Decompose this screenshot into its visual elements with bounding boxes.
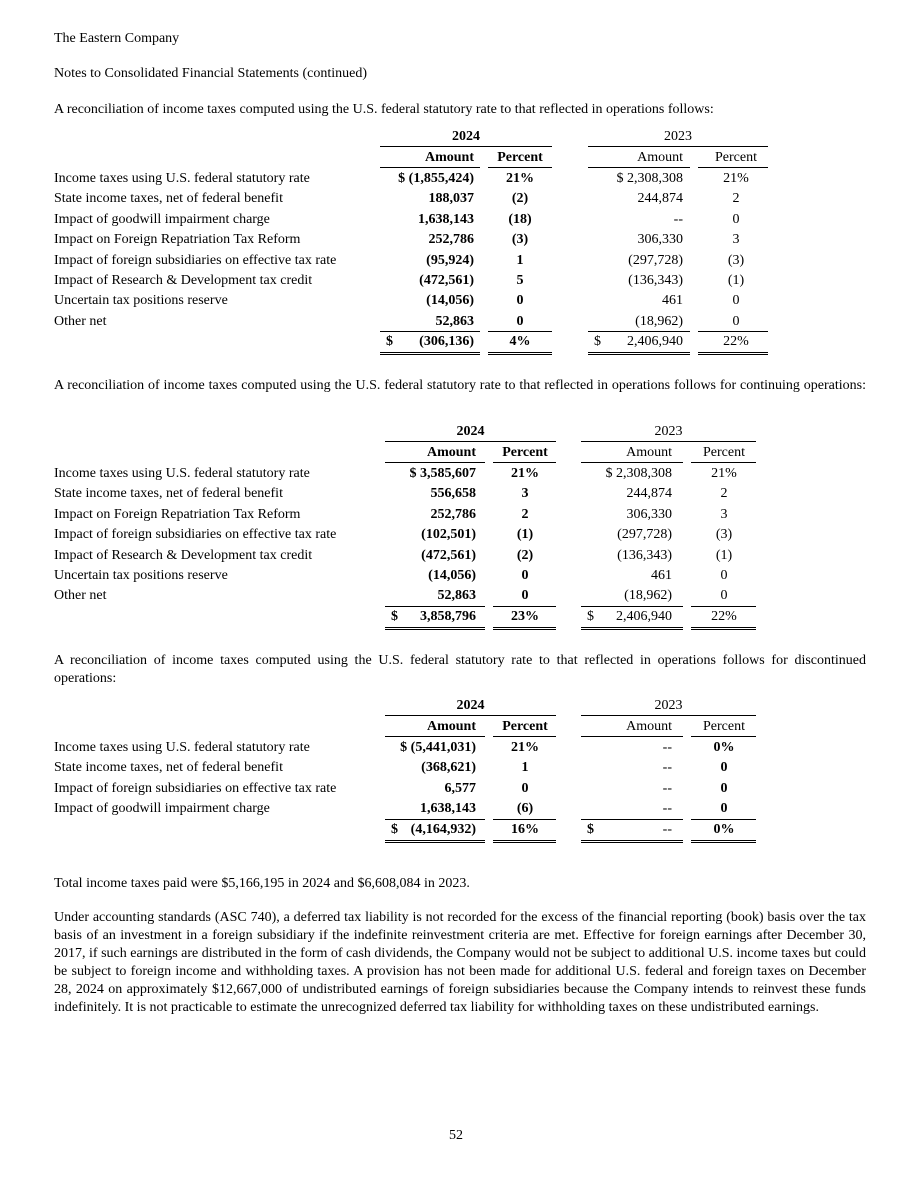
row-label: Impact of Research & Development tax credit: [54, 547, 313, 563]
row-label: Impact of Research & Development tax credit: [54, 273, 313, 288]
total-dollar-2023: $: [587, 608, 594, 624]
header-underline: [691, 462, 756, 463]
subtotal-line: [385, 819, 485, 820]
amount-2024: $ (5,441,031): [400, 740, 476, 755]
row-label: Impact of foreign subsidiaries on effective tax rate: [54, 527, 337, 543]
total-double-underline: [385, 840, 485, 843]
taxes-paid-text: Total income taxes paid were $5,166,195 in 2024 and $6,608,084 in 2023.: [54, 876, 470, 891]
percent-2024: 1: [521, 760, 529, 776]
row-label: Uncertain tax positions reserve: [54, 293, 228, 309]
row-label: Impact of foreign subsidiaries on effective tax rate: [54, 252, 337, 268]
total-amount-2023: 2,406,940: [627, 334, 683, 350]
total-double-underline: [581, 840, 683, 843]
amount-2023: (297,728): [617, 527, 672, 543]
percent-2024: (3): [511, 232, 529, 248]
amount-2023: (136,343): [617, 547, 672, 563]
row-label: Impact of goodwill impairment charge: [54, 801, 270, 817]
percent-2023: 0: [720, 801, 728, 817]
amount-2024: (14,056): [426, 293, 474, 309]
column-header-percent: Percent: [502, 719, 548, 734]
percent-2023: 2: [732, 191, 740, 207]
percent-2024: (2): [516, 547, 534, 563]
total-double-underline: [380, 352, 480, 355]
percent-2023: 0: [732, 313, 740, 329]
amount-2024: 6,577: [444, 780, 476, 796]
percent-2024: 0: [516, 293, 524, 309]
percent-2024: 21%: [511, 740, 539, 755]
total-percent-2023: 0%: [713, 821, 735, 837]
percent-2023: 2: [720, 486, 728, 502]
amount-2023: --: [662, 801, 672, 817]
header-underline: [488, 167, 552, 168]
percent-2023: 0: [720, 760, 728, 776]
year-underline: [380, 146, 552, 147]
percent-2023: 21%: [723, 171, 749, 186]
column-header-amount: Amount: [424, 150, 474, 165]
column-header-amount: Amount: [626, 445, 672, 460]
percent-2023: 0: [720, 568, 728, 583]
company-name: The Eastern Company: [54, 31, 180, 46]
column-header-percent: Percent: [703, 719, 745, 734]
row-label: Income taxes using U.S. federal statutory rate: [54, 740, 310, 755]
total-percent-2023: 22%: [711, 608, 737, 624]
year-header-2024: 2024: [456, 424, 485, 439]
total-double-underline: [385, 627, 485, 630]
total-dollar-2024: $: [391, 608, 398, 624]
subtotal-line: [588, 331, 690, 332]
amount-2023: --: [662, 780, 672, 796]
percent-2024: (18): [508, 211, 532, 227]
row-label: Impact on Foreign Repatriation Tax Reform: [54, 506, 301, 522]
amount-2023: $ 2,308,308: [616, 171, 683, 186]
percent-2023: (1): [715, 547, 733, 563]
total-double-underline: [493, 840, 556, 843]
year-header-2024: 2024: [452, 129, 480, 144]
year-underline: [581, 715, 756, 716]
page-subtitle: Notes to Consolidated Financial Statements (continued): [54, 66, 367, 81]
amount-2023: 306,330: [626, 506, 672, 522]
amount-2024: 252,786: [428, 232, 474, 248]
header-underline: [698, 167, 768, 168]
year-header-2023: 2023: [664, 129, 692, 144]
total-percent-2023: 22%: [723, 334, 749, 350]
row-label: Impact of goodwill impairment charge: [54, 211, 270, 227]
percent-2024: 1: [516, 252, 524, 268]
total-double-underline: [691, 627, 756, 630]
year-header-2023: 2023: [654, 424, 683, 439]
year-underline: [385, 715, 556, 716]
column-header-amount: Amount: [637, 150, 683, 165]
percent-2023: (1): [727, 273, 745, 288]
year-header-2024: 2024: [456, 698, 485, 713]
amount-2023: (297,728): [628, 252, 683, 268]
subtotal-line: [385, 606, 485, 607]
column-header-amount: Amount: [426, 445, 476, 460]
column-header-percent: Percent: [703, 445, 745, 460]
subtotal-line: [581, 819, 683, 820]
percent-2024: 0: [521, 780, 529, 796]
row-label: Impact on Foreign Repatriation Tax Reform: [54, 232, 301, 248]
total-dollar-2024: $: [391, 821, 398, 837]
asc740-paragraph: Under accounting standards (ASC 740), a deferred tax liability is not recorded for the excess of the financial reporting (book) basis over the tax basis of an investment in a foreign subsidiary if the indefinite reinvestment criteria are met. Effective for foreign earnings after December 30, 2017, if such earnings are distributed in the form of cash dividends, the Company would not be subject to additional U.S. income taxes but could be subject to foreign income and withholding taxes. A provision has not been made for additional U.S. federal and foreign taxes on December 28, 2024 on approximately $12,667,000 of undistributed earnings of foreign subsidiaries because the Company intends to reinvest these funds indefinitely. It is not practicable to estimate the unrecognized deferred tax liability for withholding taxes on these undistributed earnings.: [54, 910, 866, 1015]
row-label: Income taxes using U.S. federal statutory rate: [54, 171, 310, 186]
amount-2023: --: [673, 211, 683, 227]
percent-2023: 3: [732, 232, 740, 248]
total-amount-2024: (306,136): [419, 334, 474, 350]
section2-intro: A reconciliation of income taxes computed using the U.S. federal statutory rate to that reflected in operations follows for continuing operations:: [54, 378, 866, 393]
section1-intro: A reconciliation of income taxes computed using the U.S. federal statutory rate to that reflected in operations follows:: [54, 102, 714, 117]
subtotal-line: [698, 331, 768, 332]
total-amount-2023: 2,406,940: [616, 608, 672, 624]
amount-2024: $ 3,585,607: [409, 466, 476, 481]
subtotal-line: [493, 819, 556, 820]
percent-2024: 21%: [511, 466, 539, 481]
amount-2024: (368,621): [421, 760, 476, 776]
amount-2023: (136,343): [628, 273, 683, 288]
percent-2024: 2: [521, 506, 529, 522]
percent-2024: (2): [511, 191, 529, 207]
year-underline: [588, 146, 768, 147]
amount-2023: 461: [662, 293, 683, 309]
amount-2023: --: [662, 760, 672, 776]
header-underline: [581, 736, 683, 737]
subtotal-line: [380, 331, 480, 332]
percent-2023: 0: [720, 780, 728, 796]
amount-2024: 52,863: [435, 313, 474, 329]
row-label: Uncertain tax positions reserve: [54, 568, 228, 583]
percent-2024: (1): [516, 527, 534, 543]
total-dollar-2024: $: [386, 334, 393, 350]
row-label: Income taxes using U.S. federal statutory rate: [54, 466, 310, 481]
subtotal-line: [691, 606, 756, 607]
year-header-2023: 2023: [654, 698, 683, 713]
total-dollar-2023: $: [587, 821, 594, 837]
row-label: Impact of foreign subsidiaries on effective tax rate: [54, 780, 337, 796]
subtotal-line: [493, 606, 556, 607]
amount-2023: 461: [651, 568, 672, 583]
amount-2024: $ (1,855,424): [398, 171, 474, 186]
percent-2024: (6): [516, 801, 534, 817]
row-label: State income taxes, net of federal benefit: [54, 191, 283, 207]
header-underline: [493, 736, 556, 737]
percent-2023: 21%: [711, 466, 737, 481]
amount-2023: 306,330: [637, 232, 683, 248]
percent-2023: 0%: [713, 740, 735, 755]
amount-2024: 188,037: [428, 191, 474, 207]
amount-2024: (472,561): [419, 273, 474, 288]
percent-2024: 5: [516, 273, 524, 288]
amount-2023: (18,962): [635, 313, 683, 329]
total-double-underline: [698, 352, 768, 355]
total-double-underline: [691, 840, 756, 843]
amount-2024: 1,638,143: [418, 211, 474, 227]
total-amount-2024: (4,164,932): [410, 821, 476, 837]
amount-2024: 1,638,143: [420, 801, 476, 817]
header-underline: [380, 167, 480, 168]
column-header-percent: Percent: [502, 445, 548, 460]
subtotal-line: [691, 819, 756, 820]
total-percent-2024: 16%: [511, 821, 539, 837]
row-label: State income taxes, net of federal benefit: [54, 486, 283, 502]
total-double-underline: [581, 627, 683, 630]
percent-2024: 0: [521, 568, 529, 583]
amount-2023: 244,874: [637, 191, 683, 207]
subtotal-line: [488, 331, 552, 332]
total-amount-2024: 3,858,796: [420, 608, 476, 624]
header-underline: [691, 736, 756, 737]
total-percent-2024: 4%: [509, 334, 531, 350]
subtotal-line: [581, 606, 683, 607]
column-header-amount: Amount: [626, 719, 672, 734]
page-number: 52: [449, 1128, 463, 1143]
total-double-underline: [588, 352, 690, 355]
percent-2024: 0: [521, 588, 529, 604]
amount-2024: (14,056): [428, 568, 476, 583]
row-label: State income taxes, net of federal benefit: [54, 760, 283, 776]
section3-intro: A reconciliation of income taxes computed using the U.S. federal statutory rate to that reflected in operations follows for discontinued operations:: [54, 653, 866, 686]
percent-2023: 3: [720, 506, 728, 522]
total-amount-2023: --: [662, 821, 672, 837]
total-double-underline: [488, 352, 552, 355]
header-underline: [385, 736, 485, 737]
amount-2024: (95,924): [426, 252, 474, 268]
percent-2024: 3: [521, 486, 529, 502]
percent-2023: 0: [732, 211, 740, 227]
column-header-amount: Amount: [426, 719, 476, 734]
header-underline: [581, 462, 683, 463]
percent-2023: 0: [720, 588, 728, 604]
header-underline: [385, 462, 485, 463]
header-underline: [493, 462, 556, 463]
percent-2023: (3): [727, 252, 745, 268]
amount-2024: (102,501): [421, 527, 476, 543]
percent-2023: (3): [715, 527, 733, 543]
total-double-underline: [493, 627, 556, 630]
amount-2023: (18,962): [624, 588, 672, 604]
total-dollar-2023: $: [594, 334, 601, 350]
amount-2024: (472,561): [421, 547, 476, 563]
year-underline: [385, 441, 556, 442]
amount-2023: $ 2,308,308: [605, 466, 672, 481]
amount-2024: 556,658: [430, 486, 476, 502]
amount-2023: 244,874: [626, 486, 672, 502]
total-percent-2024: 23%: [511, 608, 539, 624]
year-underline: [581, 441, 756, 442]
amount-2024: 252,786: [430, 506, 476, 522]
percent-2024: 21%: [506, 171, 534, 186]
amount-2024: 52,863: [437, 588, 476, 604]
percent-2024: 0: [516, 313, 524, 329]
percent-2023: 0: [732, 293, 740, 309]
column-header-percent: Percent: [715, 150, 757, 165]
row-label: Other net: [54, 588, 107, 604]
amount-2023: --: [662, 740, 672, 755]
header-underline: [588, 167, 690, 168]
column-header-percent: Percent: [497, 150, 543, 165]
row-label: Other net: [54, 313, 107, 329]
